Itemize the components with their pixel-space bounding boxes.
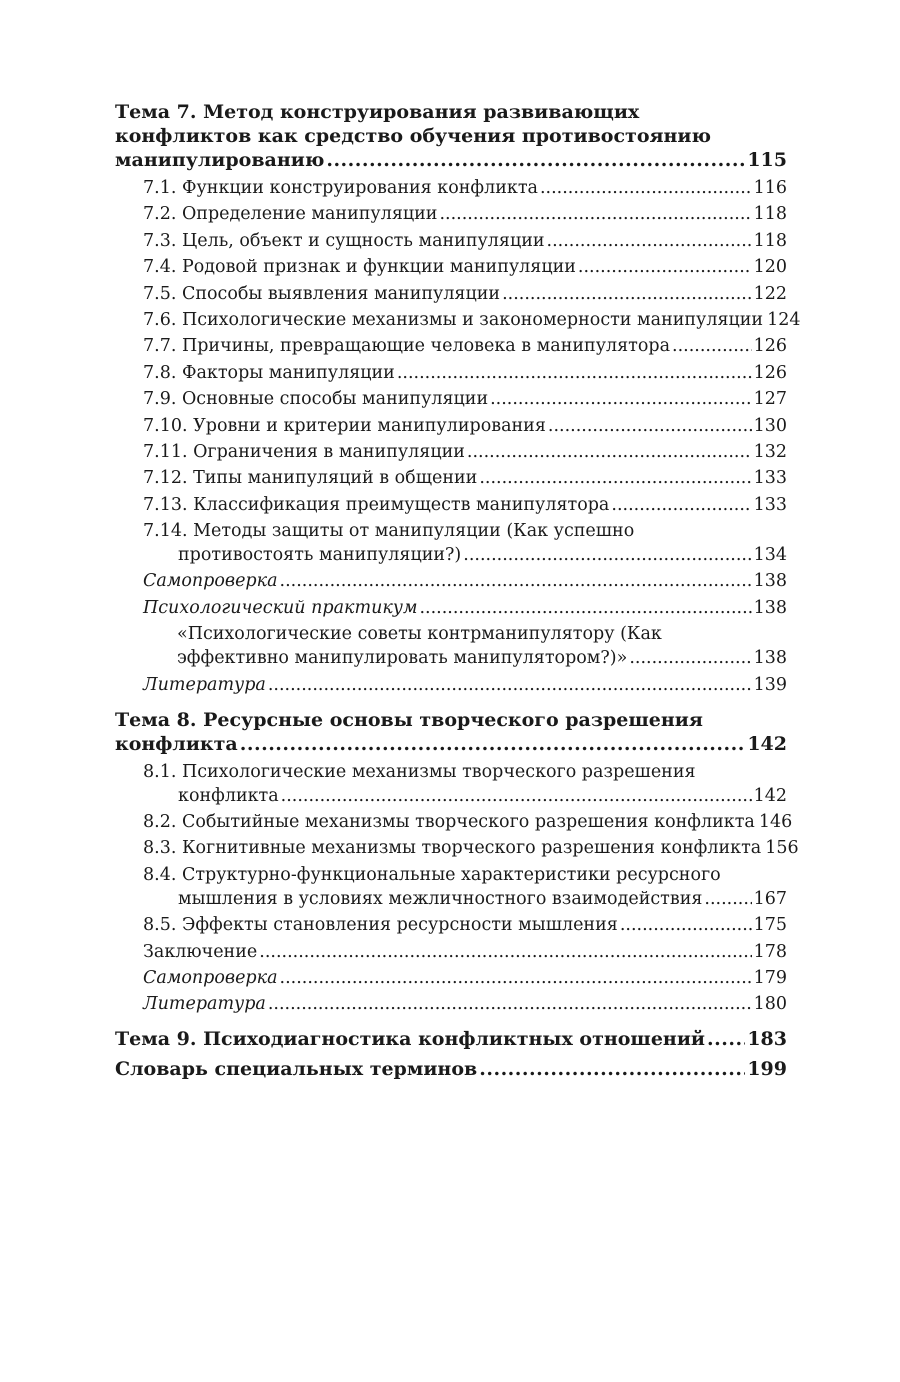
toc-title: 8.3. Когнитивные механизмы творческого разрешения конфликта xyxy=(143,838,762,859)
toc-title: Литература xyxy=(143,674,266,695)
toc-page-number: 133 xyxy=(753,468,787,489)
toc-page-number: 115 xyxy=(747,149,787,171)
table-of-contents xyxy=(115,100,801,1081)
toc-conclusion xyxy=(115,940,787,964)
toc-topic-9 xyxy=(115,1027,787,1051)
toc-page-number: 126 xyxy=(753,362,787,383)
toc-glossary xyxy=(115,1057,787,1081)
toc-literature xyxy=(115,673,787,697)
toc-page-number: 132 xyxy=(753,441,787,462)
toc-leader xyxy=(707,1027,745,1051)
toc-leader xyxy=(479,466,751,490)
toc-leader xyxy=(490,387,751,411)
toc-self-check xyxy=(115,966,787,990)
toc-leader xyxy=(240,732,746,756)
toc-leader xyxy=(439,202,751,226)
toc-leader xyxy=(326,148,745,172)
toc-title: Заключение xyxy=(143,941,258,962)
toc-page-number: 124 xyxy=(767,309,801,330)
toc-leader xyxy=(397,361,752,385)
toc-item xyxy=(115,334,787,358)
toc-title: конфликта xyxy=(178,785,279,806)
toc-leader xyxy=(540,176,752,200)
toc-title: 8.2. Событийные механизмы творческого разрешения конфликта xyxy=(143,812,755,833)
toc-title: 7.1. Функции конструирования конфликта xyxy=(143,178,538,198)
toc-leader xyxy=(629,646,751,670)
toc-leader xyxy=(268,673,752,697)
toc-page-number: 178 xyxy=(753,941,787,962)
toc-title: 7.3. Цель, объект и сущность манипуляции xyxy=(143,230,545,251)
toc-title: 7.4. Родовой признак и функции манипуляции xyxy=(143,257,576,278)
toc-leader xyxy=(672,334,752,358)
toc-page-number: 138 xyxy=(753,597,787,618)
toc-leader xyxy=(280,569,752,593)
toc-line: 8.1. Психологические механизмы творческого разрешения xyxy=(143,761,696,782)
toc-leader xyxy=(463,543,751,567)
toc-page-number: 118 xyxy=(753,230,787,251)
toc-item-8-3 xyxy=(115,836,799,860)
toc-item-8-2 xyxy=(115,810,793,834)
toc-self-check xyxy=(115,569,787,593)
toc-leader xyxy=(419,596,751,620)
toc-leader xyxy=(547,229,752,253)
toc-page-number: 142 xyxy=(753,785,787,806)
toc-item xyxy=(115,176,787,200)
toc-item xyxy=(115,255,787,279)
toc-page-number: 122 xyxy=(753,283,787,304)
toc-item xyxy=(115,282,787,306)
toc-page-number: 127 xyxy=(753,389,787,410)
toc-leader xyxy=(467,440,752,464)
toc-topic-7 xyxy=(115,100,787,172)
toc-title: 7.5. Способы выявления манипуляции xyxy=(143,283,501,304)
toc-line: 8.4. Структурно-функциональные характеристики ресурсного xyxy=(143,864,721,885)
toc-item xyxy=(115,466,787,490)
toc-item xyxy=(115,361,787,385)
toc-leader xyxy=(259,940,751,964)
toc-leader xyxy=(502,282,752,306)
toc-title: 7.7. Причины, превращающие человека в манипулятора xyxy=(143,336,671,357)
toc-item-8-4 xyxy=(115,863,787,911)
toc-page-number: 139 xyxy=(753,674,787,695)
toc-item-7-14 xyxy=(115,519,787,567)
toc-practicum-sub xyxy=(115,622,787,670)
toc-leader xyxy=(548,414,752,438)
toc-title: эффективно манипулировать манипулятором?)» xyxy=(177,648,628,669)
toc-item xyxy=(115,387,787,411)
toc-line: Тема 7. Метод конструирования развивающих xyxy=(115,101,640,123)
toc-title: Словарь специальных терминов xyxy=(115,1058,478,1081)
toc-title: 7.6. Психологические механизмы и закономерности манипуляции xyxy=(143,309,764,330)
toc-page-number: 183 xyxy=(747,1028,787,1051)
toc-page-number: 180 xyxy=(753,994,787,1015)
toc-page-number: 156 xyxy=(765,838,799,859)
toc-literature xyxy=(115,992,787,1016)
toc-leader xyxy=(578,255,752,279)
toc-title: Психологический практикум xyxy=(143,597,418,618)
toc-page-number: 175 xyxy=(753,915,787,936)
toc-leader xyxy=(268,992,752,1016)
toc-item xyxy=(115,440,787,464)
toc-title: Тема 9. Психодиагностика конфликтных отношений xyxy=(115,1028,706,1051)
toc-item xyxy=(115,202,787,226)
toc-page-number: 142 xyxy=(747,732,787,755)
toc-title: 7.9. Основные способы манипуляции xyxy=(143,389,489,410)
toc-leader xyxy=(620,913,752,937)
toc-page-number: 199 xyxy=(747,1058,787,1081)
toc-leader xyxy=(611,493,751,517)
toc-page-number: 138 xyxy=(753,648,787,669)
toc-line: Тема 8. Ресурсные основы творческого разрешения xyxy=(115,708,703,731)
toc-leader xyxy=(704,887,751,911)
toc-page-number: 179 xyxy=(753,967,787,988)
toc-title: 7.8. Факторы манипуляции xyxy=(143,362,395,383)
toc-page-number: 167 xyxy=(753,888,787,909)
toc-title: Самопроверка xyxy=(143,967,278,988)
toc-title: 7.13. Классификация преимуществ манипулятора xyxy=(143,494,610,515)
toc-page-number: 134 xyxy=(753,545,787,566)
toc-page-number: 116 xyxy=(753,178,787,198)
toc-page-number: 126 xyxy=(753,336,787,357)
toc-title: противостоять манипуляции?) xyxy=(178,545,462,566)
toc-item-8-5 xyxy=(115,913,787,937)
toc-item xyxy=(115,493,787,517)
toc-title: Литература xyxy=(143,994,266,1015)
toc-page-number: 133 xyxy=(753,494,787,515)
toc-page-number: 130 xyxy=(753,415,787,436)
toc-item-8-1 xyxy=(115,760,787,808)
toc-leader xyxy=(281,784,752,808)
toc-title: 7.2. Определение манипуляции xyxy=(143,204,438,225)
toc-topic-8 xyxy=(115,708,787,756)
toc-item xyxy=(115,308,801,332)
toc-line: «Психологические советы контрманипулятору (Как xyxy=(177,624,662,645)
toc-title: мышления в условиях межличностного взаимодействия xyxy=(178,888,703,909)
toc-title: 7.12. Типы манипуляций в общении xyxy=(143,468,478,489)
toc-leader xyxy=(479,1057,745,1081)
toc-title: 7.10. Уровни и критерии манипулирования xyxy=(143,415,546,436)
toc-practicum xyxy=(115,596,787,620)
toc-page-number: 120 xyxy=(753,257,787,278)
toc-page-number: 118 xyxy=(753,204,787,225)
toc-item xyxy=(115,229,787,253)
toc-title: 8.5. Эффекты становления ресурсности мышления xyxy=(143,915,618,936)
toc-title: 7.11. Ограничения в манипуляции xyxy=(143,441,465,462)
toc-item xyxy=(115,414,787,438)
toc-line: конфликтов как средство обучения противостоянию xyxy=(115,125,712,147)
toc-title: конфликта xyxy=(115,732,238,755)
toc-title: Самопроверка xyxy=(143,571,278,592)
toc-title: манипулированию xyxy=(115,149,325,171)
toc-line: 7.14. Методы защиты от манипуляции (Как успешно xyxy=(143,521,635,542)
toc-leader xyxy=(280,966,752,990)
toc-page-number: 146 xyxy=(758,812,793,833)
toc-page-number: 138 xyxy=(753,571,787,592)
